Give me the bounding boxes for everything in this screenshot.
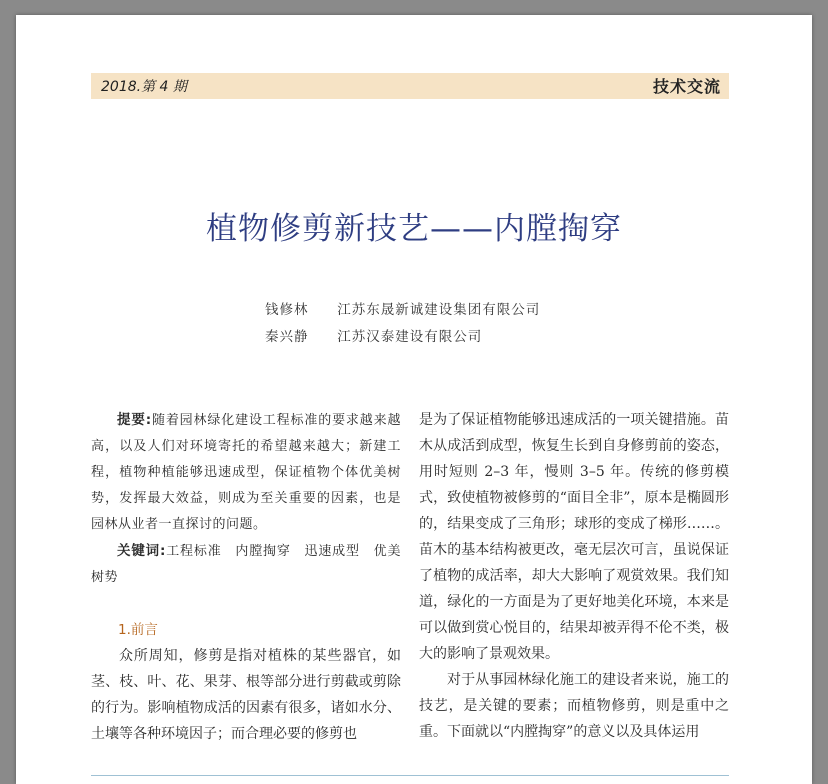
body-paragraph: 是为了保证植物能够迅速成活的一项关键措施。苗木从成活到成型，恢复生长到自身修剪前的姿态，用时短则 2–3 年，慢则 3–5 年。传统的修剪模式，致使植物被修剪的“面目全非”，原本是椭圆形的，结果变成了三角形；球形的变成了梯形……。苗木的基本结构被更改，毫无层次可言，虽说保证了植物的成活率，却大大影响了观赏效果。我们知道，绿化的一方面是为了更好地美化环境，本来是可以做到赏心悦目的，结果却被弄得不伦不类，极大的影响了景观效果。 [419, 412, 729, 662]
issue-number: 2018.第 4 期 [101, 79, 187, 95]
document-page [16, 15, 812, 784]
abstract-label: 提要: [117, 412, 152, 428]
author-row [265, 297, 540, 324]
right-column [419, 407, 729, 745]
keywords-label: 关键词: [117, 543, 166, 559]
author-affiliation: 江苏东晟新诚建设集团有限公司 [337, 302, 541, 318]
left-column [91, 407, 401, 747]
author-name: 秦兴静 [265, 329, 309, 345]
running-header [91, 73, 729, 99]
abstract-text: 随着园林绿化建设工程标准的要求越来越高，以及人们对环境寄托的希望越来越大；新建工程，植物种植能够迅速成型，保证植物个体优美树势，发挥最大效益，则成为至关重要的因素，也是园林从业者一直探讨的问题。 [91, 413, 401, 532]
article-title: 植物修剪新技艺——内膛掏穿 [206, 211, 622, 247]
author-row [265, 324, 540, 351]
author-list [265, 297, 540, 351]
keywords [91, 538, 401, 591]
keywords-text: 工程标准 内膛掏穿 迅速成型 优美树势 [91, 544, 401, 585]
body-paragraph: 众所周知，修剪是指对植株的某些器官，如茎、枝、叶、花、果芽、根等部分进行剪截或剪除的行为。影响植物成活的因素有很多，诸如水分、土壤等各种环境因子；而合理必要的修剪也 [91, 648, 401, 742]
bottom-rule [91, 775, 729, 776]
abstract [91, 407, 401, 538]
author-affiliation: 江苏汉泰建设有限公司 [337, 329, 483, 345]
author-name: 钱修林 [265, 302, 309, 318]
section-label: 技术交流 [652, 77, 721, 96]
body-paragraph: 对于从事园林绿化施工的建设者来说，施工的技艺，是关键的要素；而植物修剪，则是重中之重。下面就以“内膛掏穿”的意义以及具体运用 [419, 672, 729, 740]
section-heading: 1.前言 [118, 622, 158, 638]
